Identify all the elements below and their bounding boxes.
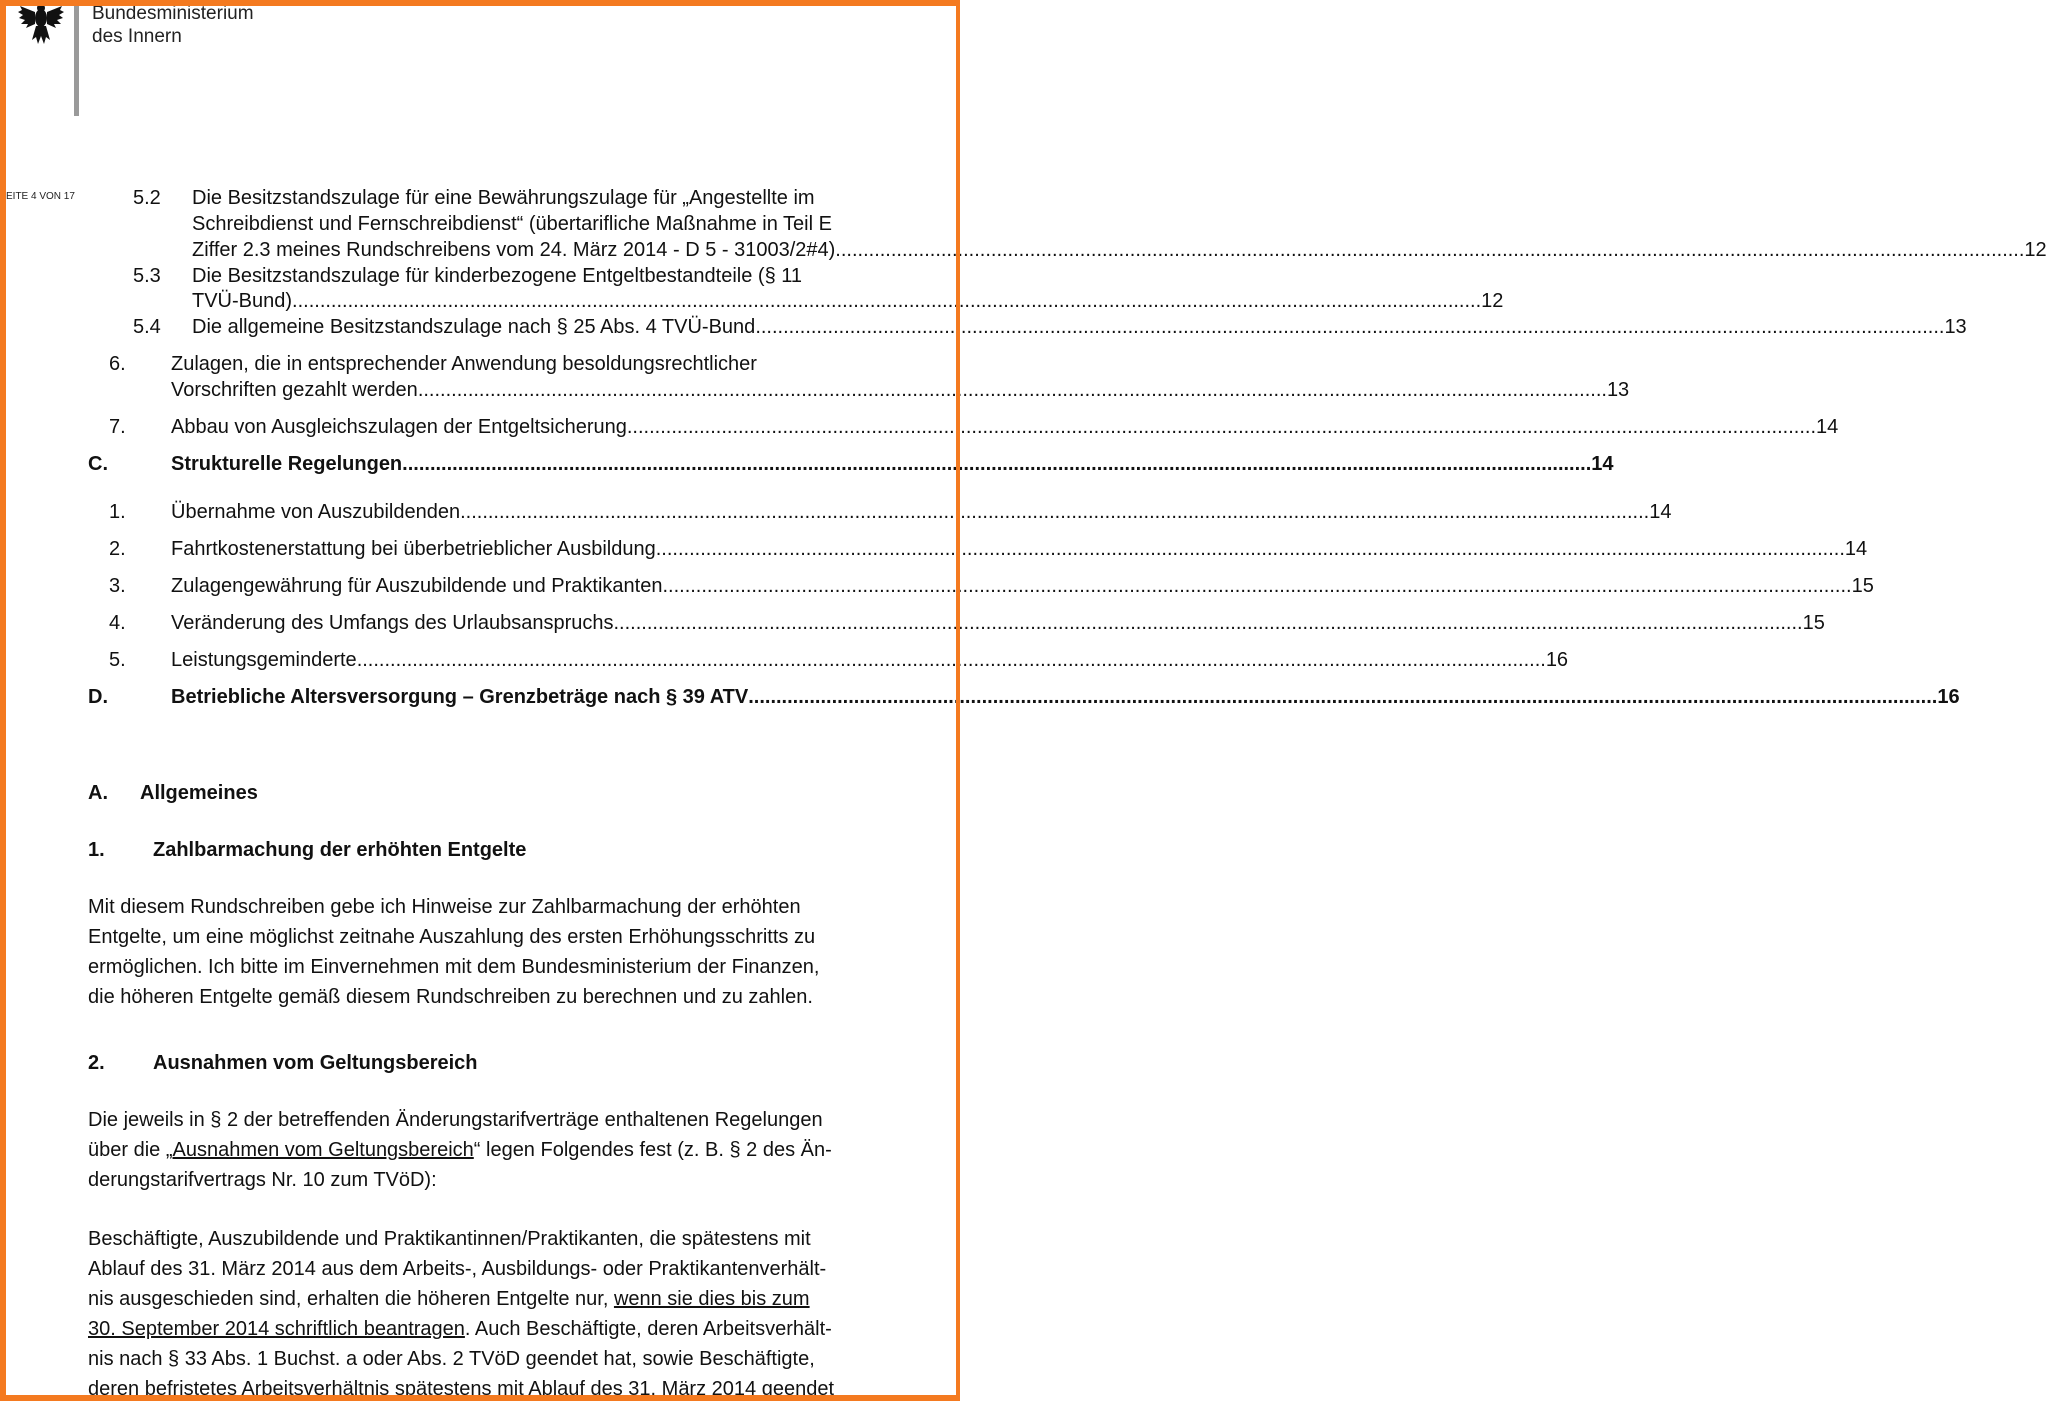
toc-entry-c-5[interactable]: Leistungsgeminderte ..... 16	[171, 647, 967, 673]
federal-eagle-icon	[16, 0, 66, 50]
paragraph-2: Die jeweils in § 2 der betreffenden Änderungstarifverträge enthaltenen Regelungen über die „Ausnahmen vom Geltungsbereich“ legen Folgendes fest (z. B. § 2 des Än- derungstarifvertrags Nr. 10 zum TVöD):	[88, 1109, 832, 1191]
toc-entry-6: 6. Zulagen, die in entsprechender Anwendung besoldungsrechtlicher	[109, 353, 757, 375]
deadline-underlined-2: 30. September 2014 schriftlich beantragen	[88, 1318, 465, 1340]
section-heading-a: A. Allgemeines	[88, 782, 258, 804]
toc-entry-5-2: 5.2 Die Besitzstandszulage für eine Bewährungszulage für „Angestellte im	[133, 187, 815, 209]
toc-entry-5-3: 5.3 Die Besitzstandszulage für kinderbezogene Entgeltbestandteile (§ 11	[133, 265, 803, 287]
toc-entry-5-3-line2[interactable]: TVÜ-Bund) ..... 12	[192, 288, 967, 314]
header-divider	[74, 0, 79, 116]
ministry-name: Bundesministerium des Innern	[92, 3, 254, 47]
document-page: Bundesministerium des Innern EITE 4 VON 17 5.2 Die Besitzstandszulage für eine Bewährungszulage für „Angestellte im Schreibdienst und Fernschreibdienst“ (übertarifliche Maßnahme in Teil E Ziffer 2.3 meines Rundschreibens vom 24. März 2014 - D 5 - 31003/2#4) ..... 12 5.3 Die Besitzstandszulage für kinderbezogene Entgeltbestandteile (§ 11 TVÜ-Bund) ..... 12 5.4 Die allgemeine Besitzstandszulage nach § 25 Abs. 4 TVÜ-Bund ..... 13 6. Zulagen, die in entsprechender Anwendung besoldungsrechtlicher Vorschriften gezahlt werden ..... 13 7. Abbau von Ausgleichszulagen der Entgeltsicherung ..... 14 C. Strukturelle Regelungen ..... 14 1. Übernahme von Auszubildenden ..... 14 2. Fahrtkostenerstattung bei überbetrieblicher Ausbildung ..... 14 3. Zulagengewährung für Auszubildende und Praktikanten ..... 15 4. Veränderung des Umfangs des Urlaubsanspruchs ..... 15 5. Leistungsgeminderte ..... 16 D. Betriebliche Altersversorgung – Grenzbeträge nach § 39 ATV ..... 16 A. Allgemeines 1. Zahlbarmachung der erhöhten Entgelte Mit diesem Rundschreiben gebe ich Hinweise zur Zahlbarmachung der erhöhten Entgelte, um eine möglichst zeitnahe Auszahlung des ersten Erhöhungsschritts zu ermöglichen. Ich bitte im Einvernehmen mit dem Bundesministerium der Finanzen, die höheren Entgelte gemäß diesem Rundschreiben zu berechnen und zu zahlen. 2. Ausnahmen vom Geltungsbereich Die jeweils in § 2 der betreffenden Änderungstarifverträge enthaltenen Regelungen über die „Ausnahmen vom Geltungsbereich“ legen Folgendes fest (z. B. § 2 des Än- derungstarifvertrags Nr. 10 zum TVöD): Beschäftigte, Auszubildende und Praktikantinnen/Praktikanten, die spätestens mit Ablauf des 31. März 2014 aus dem Arbeits-, Ausbildungs- oder Praktikantenverhält- nis ausgeschieden sind, erhalten die höheren Entgelte nur, wenn sie dies bis zum 30. September 2014 schriftlich beantragen. Auch Beschäftigte, deren Arbeitsverhält- nis nach § 33 Abs. 1 Buchst. a oder Abs. 2 TVöD geendet hat, sowie Beschäftigte, deren befristetes Arbeitsverhältnis spätestens mit Ablauf des 31. März 2014 geendet	[0, 0, 960, 1401]
toc-entry-c-3[interactable]: Zulagengewährung für Auszubildende und Praktikanten ..... 15	[171, 573, 967, 599]
toc-entry-c[interactable]: Strukturelle Regelungen ..... 14	[171, 451, 967, 477]
toc-entry-d[interactable]: Betriebliche Altersversorgung – Grenzbeträge nach § 39 ATV ..... 16	[171, 684, 967, 710]
toc-entry-7[interactable]: Abbau von Ausgleichszulagen der Entgeltsicherung ..... 14	[171, 414, 967, 440]
toc-entry-c-1[interactable]: Übernahme von Auszubildenden ..... 14	[171, 499, 967, 525]
deadline-underlined: wenn sie dies bis zum	[613, 1288, 810, 1310]
toc-entry-5-4[interactable]: Die allgemeine Besitzstandszulage nach § 25 Abs. 4 TVÜ-Bund ..... 13	[192, 314, 967, 340]
geltungsbereich-link[interactable]: Ausnahmen vom Geltungsbereich	[172, 1139, 474, 1161]
paragraph-1: Mit diesem Rundschreiben gebe ich Hinweise zur Zahlbarmachung der erhöhten Entgelte, um eine möglichst zeitnahe Auszahlung des ersten Erhöhungsschritts zu ermöglichen. Ich bitte im Einvernehmen mit dem Bundesministerium der Finanzen, die höheren Entgelte gemäß diesem Rundschreiben zu berechnen und zu zahlen.	[88, 896, 820, 1008]
page-number: EITE 4 VON 17	[6, 191, 75, 202]
toc-entry-5-2-line3[interactable]: Ziffer 2.3 meines Rundschreibens vom 24. März 2014 - D 5 - 31003/2#4) ..... 12	[192, 237, 967, 263]
section-heading-2: 2. Ausnahmen vom Geltungsbereich	[88, 1052, 478, 1074]
section-heading-1: 1. Zahlbarmachung der erhöhten Entgelte	[88, 839, 527, 861]
toc-entry-c-4[interactable]: Veränderung des Umfangs des Urlaubsanspruchs ..... 15	[171, 610, 967, 636]
toc-entry-c-2[interactable]: Fahrtkostenerstattung bei überbetrieblicher Ausbildung ..... 14	[171, 536, 967, 562]
toc-entry-6-line2[interactable]: Vorschriften gezahlt werden ..... 13	[171, 377, 967, 403]
paragraph-3: Beschäftigte, Auszubildende und Praktikantinnen/Praktikanten, die spätestens mit Ablauf des 31. März 2014 aus dem Arbeits-, Ausbildungs- oder Praktikantenverhält- nis ausgeschieden sind, erhalten die höheren Entgelte nur, wenn sie dies bis zum 30. September 2014 schriftlich beantragen. Auch Beschäftigte, deren Arbeitsverhält- nis nach § 33 Abs. 1 Buchst. a oder Abs. 2 TVöD geendet hat, sowie Beschäftigte, deren befristetes Arbeitsverhältnis spätestens mit Ablauf des 31. März 2014 geendet	[88, 1228, 834, 1400]
